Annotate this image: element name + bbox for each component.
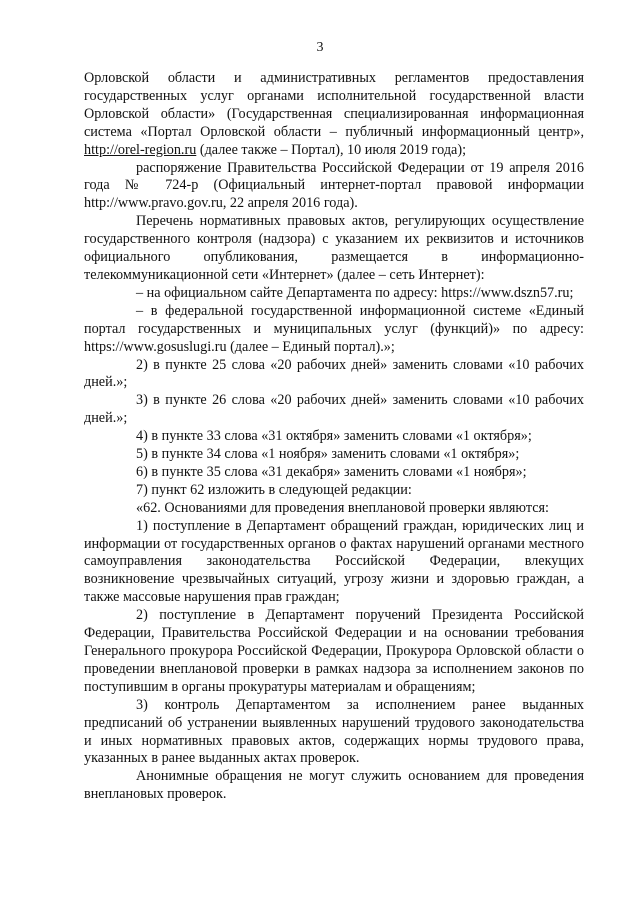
paragraph-portal-source bbox=[84, 70, 584, 160]
paragraph-item-6: 6) в пункте 35 слова «31 декабря» заменить словами «1 ноября»; bbox=[136, 463, 527, 480]
paragraph-item-7: 7) пункт 62 изложить в следующей редакции: bbox=[136, 481, 412, 498]
page-number: 3 bbox=[316, 40, 324, 55]
paragraph-ground-2: 2) поступление в Департамент поручений Президента Российской Федерации, Правительства Российской Федерации и на основании требования Генерального прокурора Российской Федерации, Прокурора Орловской области о проведении внеплановой проверки в рамках надзора за исполнением законов по поступившим в органы прокуратуры материалам и обращениям; bbox=[84, 607, 584, 695]
paragraph-acts-list: Перечень нормативных правовых актов, регулирующих осуществление государственного контроля (надзора) с указанием их реквизитов и источников официального опубликования, размещается в информационно-телекоммуникационной сети «Интернет» (далее – сеть Интернет): bbox=[84, 213, 584, 283]
paragraph-department-site: – на официальном сайте Департамента по адресу: https://www.dszn57.ru; bbox=[136, 284, 574, 301]
paragraph-item-4: 4) в пункте 33 слова «31 октября» заменить словами «1 октября»; bbox=[136, 428, 532, 445]
portal-link[interactable]: http://orel-region.ru bbox=[84, 141, 197, 158]
paragraph-ground-1: 1) поступление в Департамент обращений граждан, юридических лиц и информации от государственных органов о фактах нарушений органами местного самоуправления законодательства Российской Федерации, влекущих возникновение чрезвычайных ситуаций, угрозу жизни и здоровью граждан, а также массовые нарушения прав граждан; bbox=[84, 517, 584, 606]
paragraph-unified-portal: – в федеральной государственной информационной системе «Единый портал государственных и муниципальных услуг (функций)» по адресу: https://www.gosuslugi.ru (далее – Единый портал).»; bbox=[84, 302, 584, 355]
paragraph-text: (далее также – Портал), 10 июля 2019 года); bbox=[196, 141, 467, 158]
paragraph-item-5: 5) в пункте 34 слова «1 ноября» заменить словами «1 октября»; bbox=[136, 446, 520, 463]
paragraph-text: Орловской области и административных регламентов предоставления государственных услуг органами исполнительной государственной власти Орловской области» (Государственная специализированная информационная система «Портал Орловской области – публичный информационный центр», bbox=[84, 70, 584, 140]
paragraph-ground-3: 3) контроль Департаментом за исполнением ранее выданных предписаний об устранении выявленных нарушений трудового законодательства и иных нормативных правовых актов, содержащих нормы трудового права, указанных в ранее выданных актах проверок. bbox=[84, 696, 584, 767]
paragraph-anonymous: Анонимные обращения не могут служить основанием для проведения внеплановых проверок. bbox=[84, 768, 584, 803]
paragraph-order-724: распоряжение Правительства Российской Федерации от 19 апреля 2016 года № 724-р (Официальный интернет-портал правовой информации http://www.pravo.gov.ru, 22 апреля 2016 года). bbox=[84, 159, 584, 212]
paragraph-item-62: «62. Основаниями для проведения внеплановой проверки являются: bbox=[136, 499, 549, 516]
paragraph-item-3: 3) в пункте 26 слова «20 рабочих дней» заменить словами «10 рабочих дней.»; bbox=[84, 392, 584, 427]
paragraph-item-2: 2) в пункте 25 слова «20 рабочих дней» заменить словами «10 рабочих дней.»; bbox=[84, 356, 584, 391]
document-body bbox=[84, 70, 584, 804]
